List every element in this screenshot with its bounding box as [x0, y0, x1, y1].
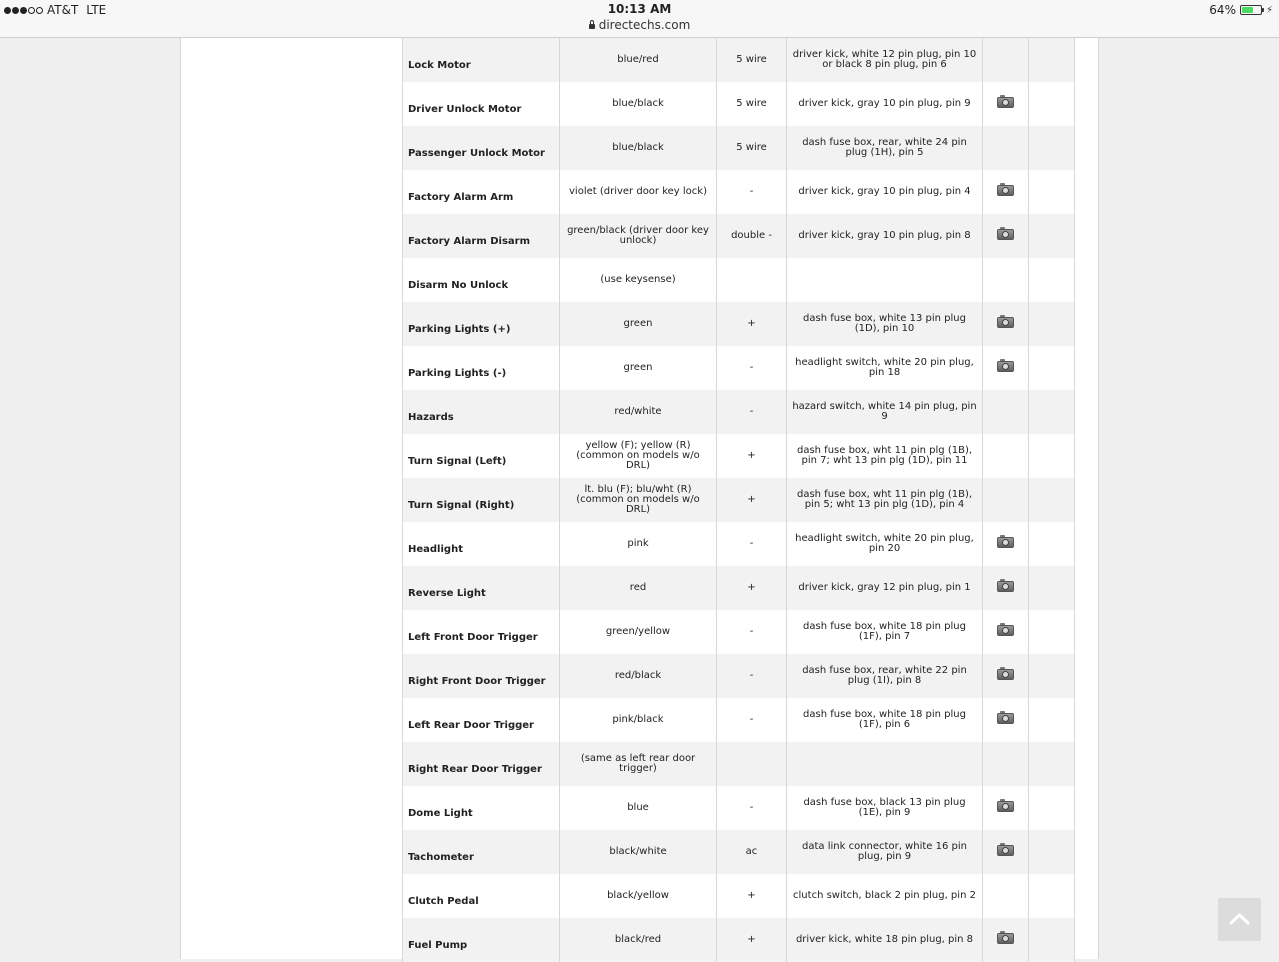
battery-icon: [1240, 5, 1262, 15]
wire-function-cell: Lock Motor: [403, 38, 560, 82]
camera-icon[interactable]: [997, 845, 1014, 856]
address-bar[interactable]: [0, 18, 1279, 32]
wire-photo-cell: [983, 874, 1029, 918]
table-row: [403, 830, 1075, 874]
wire-photo-cell: [983, 742, 1029, 786]
wire-polarity-cell: [717, 742, 787, 786]
camera-icon[interactable]: [997, 581, 1014, 592]
wire-color-cell: green/black (driver door key unlock): [560, 214, 717, 258]
charging-bolt-icon: ⚡: [1265, 4, 1273, 16]
wire-location-cell: dash fuse box, white 13 pin plug (1D), pin 10: [787, 302, 983, 346]
wire-photo-cell: [983, 654, 1029, 698]
wire-extra-cell: [1029, 874, 1075, 918]
wire-color-cell: blue/red: [560, 38, 717, 82]
camera-icon[interactable]: [997, 933, 1014, 944]
wire-function-cell: Factory Alarm Disarm: [403, 214, 560, 258]
wire-color-cell: (same as left rear door trigger): [560, 742, 717, 786]
wire-photo-cell: [983, 302, 1029, 346]
wire-location-cell: dash fuse box, wht 11 pin plg (1B), pin 7; wht 13 pin plg (1D), pin 11: [787, 434, 983, 478]
wire-color-cell: green: [560, 346, 717, 390]
wire-color-cell: green: [560, 302, 717, 346]
wire-color-cell: black/white: [560, 830, 717, 874]
wire-extra-cell: [1029, 742, 1075, 786]
wire-extra-cell: [1029, 478, 1075, 522]
wire-photo-cell: [983, 830, 1029, 874]
wire-color-cell: green/yellow: [560, 610, 717, 654]
wire-photo-cell: [983, 786, 1029, 830]
wire-polarity-cell: -: [717, 522, 787, 566]
wire-polarity-cell: -: [717, 654, 787, 698]
wire-color-cell: red: [560, 566, 717, 610]
wire-location-cell: driver kick, gray 10 pin plug, pin 8: [787, 214, 983, 258]
wire-function-cell: Tachometer: [403, 830, 560, 874]
wire-photo-cell: [983, 214, 1029, 258]
wire-polarity-cell: 5 wire: [717, 82, 787, 126]
wire-polarity-cell: double -: [717, 214, 787, 258]
table-row: [403, 918, 1075, 962]
wire-location-cell: dash fuse box, black 13 pin plug (1E), pin 9: [787, 786, 983, 830]
wire-function-cell: Reverse Light: [403, 566, 560, 610]
table-row: [403, 390, 1075, 434]
wire-polarity-cell: -: [717, 170, 787, 214]
wire-function-cell: Turn Signal (Right): [403, 478, 560, 522]
camera-icon[interactable]: [997, 537, 1014, 548]
wire-polarity-cell: +: [717, 434, 787, 478]
wire-function-cell: Parking Lights (+): [403, 302, 560, 346]
camera-icon[interactable]: [997, 229, 1014, 240]
wire-extra-cell: [1029, 566, 1075, 610]
wire-function-cell: Clutch Pedal: [403, 874, 560, 918]
wire-location-cell: clutch switch, black 2 pin plug, pin 2: [787, 874, 983, 918]
scroll-to-top-button[interactable]: [1218, 898, 1261, 941]
wire-photo-cell: [983, 38, 1029, 82]
wire-color-cell: red/black: [560, 654, 717, 698]
wiring-table: [402, 38, 1075, 962]
wire-location-cell: headlight switch, white 20 pin plug, pin 18: [787, 346, 983, 390]
wire-color-cell: blue: [560, 786, 717, 830]
wire-color-cell: black/red: [560, 918, 717, 962]
table-row: [403, 698, 1075, 742]
camera-icon[interactable]: [997, 185, 1014, 196]
wire-function-cell: Passenger Unlock Motor: [403, 126, 560, 170]
wire-function-cell: Right Rear Door Trigger: [403, 742, 560, 786]
lock-icon: [589, 24, 595, 29]
wire-function-cell: Driver Unlock Motor: [403, 82, 560, 126]
wire-polarity-cell: +: [717, 874, 787, 918]
wire-photo-cell: [983, 522, 1029, 566]
wire-location-cell: dash fuse box, wht 11 pin plg (1B), pin 5; wht 13 pin plg (1D), pin 4: [787, 478, 983, 522]
wire-location-cell: driver kick, gray 12 pin plug, pin 1: [787, 566, 983, 610]
table-row: [403, 786, 1075, 830]
table-row: [403, 82, 1075, 126]
table-row: [403, 654, 1075, 698]
wire-extra-cell: [1029, 522, 1075, 566]
table-row: [403, 170, 1075, 214]
wire-color-cell: yellow (F); yellow (R) (common on models w/o DRL): [560, 434, 717, 478]
wire-photo-cell: [983, 258, 1029, 302]
wire-extra-cell: [1029, 698, 1075, 742]
wire-color-cell: pink: [560, 522, 717, 566]
wire-location-cell: data link connector, white 16 pin plug, pin 9: [787, 830, 983, 874]
wire-polarity-cell: -: [717, 610, 787, 654]
status-bar: [0, 0, 1279, 38]
table-row: [403, 258, 1075, 302]
page-content: [180, 38, 1099, 959]
wire-polarity-cell: -: [717, 698, 787, 742]
table-row: [403, 478, 1075, 522]
wire-extra-cell: [1029, 786, 1075, 830]
wire-extra-cell: [1029, 918, 1075, 962]
wire-extra-cell: [1029, 82, 1075, 126]
wire-photo-cell: [983, 346, 1029, 390]
wire-location-cell: driver kick, gray 10 pin plug, pin 4: [787, 170, 983, 214]
wire-location-cell: dash fuse box, white 18 pin plug (1F), pin 6: [787, 698, 983, 742]
wire-extra-cell: [1029, 170, 1075, 214]
camera-icon[interactable]: [997, 361, 1014, 372]
table-row: [403, 742, 1075, 786]
wire-photo-cell: [983, 918, 1029, 962]
wire-location-cell: driver kick, white 12 pin plug, pin 10 or black 8 pin plug, pin 6: [787, 38, 983, 82]
wire-polarity-cell: +: [717, 566, 787, 610]
table-row: [403, 38, 1075, 82]
camera-icon[interactable]: [997, 713, 1014, 724]
wire-polarity-cell: -: [717, 390, 787, 434]
wire-extra-cell: [1029, 830, 1075, 874]
wire-extra-cell: [1029, 346, 1075, 390]
wire-function-cell: Hazards: [403, 390, 560, 434]
wire-extra-cell: [1029, 390, 1075, 434]
network-type: LTE: [86, 3, 107, 17]
wire-location-cell: headlight switch, white 20 pin plug, pin 20: [787, 522, 983, 566]
wire-color-cell: blue/black: [560, 126, 717, 170]
wire-color-cell: violet (driver door key lock): [560, 170, 717, 214]
table-row: [403, 214, 1075, 258]
table-row: [403, 126, 1075, 170]
table-row: [403, 522, 1075, 566]
table-row: [403, 610, 1075, 654]
wire-location-cell: driver kick, gray 10 pin plug, pin 9: [787, 82, 983, 126]
wire-function-cell: Right Front Door Trigger: [403, 654, 560, 698]
wire-function-cell: Fuel Pump: [403, 918, 560, 962]
table-row: [403, 346, 1075, 390]
wire-polarity-cell: -: [717, 786, 787, 830]
wire-photo-cell: [983, 390, 1029, 434]
wire-photo-cell: [983, 478, 1029, 522]
wire-extra-cell: [1029, 258, 1075, 302]
table-row: [403, 874, 1075, 918]
wire-polarity-cell: -: [717, 346, 787, 390]
wire-function-cell: Disarm No Unlock: [403, 258, 560, 302]
wiring-table-body: [403, 38, 1075, 962]
wire-location-cell: dash fuse box, rear, white 24 pin plug (1H), pin 5: [787, 126, 983, 170]
wire-polarity-cell: 5 wire: [717, 126, 787, 170]
battery-level: [1242, 7, 1254, 13]
camera-icon[interactable]: [997, 801, 1014, 812]
wire-polarity-cell: [717, 258, 787, 302]
table-row: [403, 302, 1075, 346]
wire-photo-cell: [983, 610, 1029, 654]
camera-icon[interactable]: [997, 669, 1014, 680]
clock: 10:13 AM: [607, 2, 672, 16]
wire-photo-cell: [983, 566, 1029, 610]
chevron-up-icon: [1229, 912, 1250, 925]
wire-polarity-cell: +: [717, 918, 787, 962]
wire-extra-cell: [1029, 610, 1075, 654]
wire-location-cell: [787, 258, 983, 302]
wire-photo-cell: [983, 170, 1029, 214]
wire-color-cell: pink/black: [560, 698, 717, 742]
wire-polarity-cell: 5 wire: [717, 38, 787, 82]
wire-extra-cell: [1029, 214, 1075, 258]
wire-function-cell: Parking Lights (-): [403, 346, 560, 390]
wire-function-cell: Left Front Door Trigger: [403, 610, 560, 654]
camera-icon[interactable]: [997, 97, 1014, 108]
table-row: [403, 434, 1075, 478]
wire-function-cell: Factory Alarm Arm: [403, 170, 560, 214]
wire-color-cell: (use keysense): [560, 258, 717, 302]
battery-percent: 64%: [1209, 3, 1236, 17]
wire-color-cell: red/white: [560, 390, 717, 434]
wire-extra-cell: [1029, 38, 1075, 82]
status-right: [1209, 3, 1273, 17]
wire-extra-cell: [1029, 126, 1075, 170]
wire-polarity-cell: +: [717, 302, 787, 346]
wire-photo-cell: [983, 126, 1029, 170]
wire-function-cell: Turn Signal (Left): [403, 434, 560, 478]
wire-polarity-cell: +: [717, 478, 787, 522]
wire-polarity-cell: ac: [717, 830, 787, 874]
carrier-name: AT&T: [47, 3, 79, 17]
wire-extra-cell: [1029, 302, 1075, 346]
wire-photo-cell: [983, 82, 1029, 126]
table-row: [403, 566, 1075, 610]
wire-color-cell: black/yellow: [560, 874, 717, 918]
camera-icon[interactable]: [997, 625, 1014, 636]
wire-color-cell: blue/black: [560, 82, 717, 126]
wire-location-cell: [787, 742, 983, 786]
wire-location-cell: hazard switch, white 14 pin plug, pin 9: [787, 390, 983, 434]
wire-function-cell: Dome Light: [403, 786, 560, 830]
wire-location-cell: driver kick, white 18 pin plug, pin 8: [787, 918, 983, 962]
wire-location-cell: dash fuse box, white 18 pin plug (1F), pin 7: [787, 610, 983, 654]
url-text: directechs.com: [598, 18, 691, 32]
wire-function-cell: Headlight: [403, 522, 560, 566]
wire-extra-cell: [1029, 434, 1075, 478]
wire-function-cell: Left Rear Door Trigger: [403, 698, 560, 742]
wire-photo-cell: [983, 434, 1029, 478]
wire-photo-cell: [983, 698, 1029, 742]
wire-color-cell: lt. blu (F); blu/wht (R)(common on models w/o DRL): [560, 478, 717, 522]
camera-icon[interactable]: [997, 317, 1014, 328]
wire-location-cell: dash fuse box, rear, white 22 pin plug (1I), pin 8: [787, 654, 983, 698]
wire-extra-cell: [1029, 654, 1075, 698]
